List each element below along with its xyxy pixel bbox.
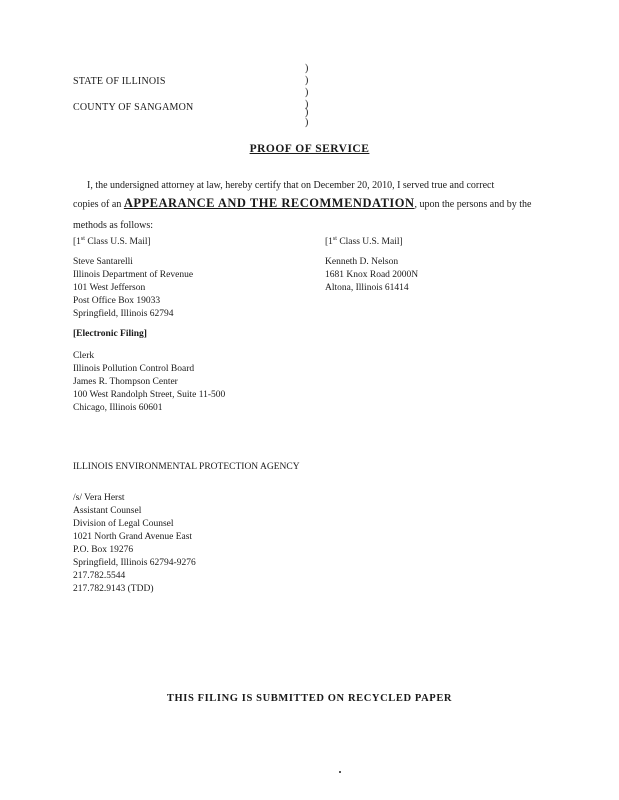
caption-paren: ) (305, 117, 309, 128)
served-document-title: APPEARANCE AND THE RECOMMENDATION (123, 196, 415, 210)
address-line: Clerk (73, 351, 95, 361)
body-line-2 (73, 197, 531, 211)
left-service-method: [1st Class U.S. Mail] (73, 235, 151, 247)
signature-line: 1021 North Grand Avenue East (73, 532, 193, 542)
caption-paren: ) (305, 63, 309, 74)
address-line: Illinois Pollution Control Board (73, 364, 195, 374)
address-line: Steve Santarelli (73, 257, 133, 267)
address-line: 101 West Jefferson (73, 283, 146, 293)
body-line-1: I, the undersigned attorney at law, hereby certify that on December 20, 2010, I served true and correct (87, 180, 495, 191)
body-line-2-pre: copies of an (73, 199, 122, 210)
address-line: 100 West Randolph Street, Suite 11-500 (73, 390, 226, 400)
electronic-service-address (73, 350, 225, 415)
signature-line: /s/ Vera Herst (73, 493, 125, 503)
signature-block (73, 492, 196, 596)
recycled-paper-notice: THIS FILING IS SUBMITTED ON RECYCLED PAPER (166, 693, 453, 704)
address-line: Chicago, Illinois 60601 (73, 403, 163, 413)
document-title: PROOF OF SERVICE (249, 143, 370, 155)
signature-agency: ILLINOIS ENVIRONMENTAL PROTECTION AGENCY (73, 462, 300, 472)
caption-paren: ) (305, 87, 309, 98)
address-line: James R. Thompson Center (73, 377, 178, 387)
body-line-2-post: , upon the persons and by the (414, 199, 532, 210)
body-line-3: methods as follows: (73, 220, 153, 231)
signature-line: 217.782.9143 (TDD) (73, 584, 154, 594)
signature-line: Assistant Counsel (73, 506, 142, 516)
address-line: Altona, Illinois 61414 (325, 283, 409, 293)
address-line: 1681 Knox Road 2000N (325, 270, 419, 280)
signature-line: Springfield, Illinois 62794-9276 (73, 558, 196, 568)
page-speck (339, 771, 341, 773)
caption-paren: ) (305, 107, 309, 118)
address-line: Post Office Box 19033 (73, 296, 161, 306)
electronic-service-method: [Electronic Filing] (73, 329, 147, 339)
signature-line: 217.782.5544 (73, 571, 126, 581)
address-line: Springfield, Illinois 62794 (73, 309, 174, 319)
caption-paren: ) (305, 99, 309, 110)
caption-county: COUNTY OF SANGAMON (73, 102, 194, 113)
signature-line: P.O. Box 19276 (73, 545, 134, 555)
address-line: Illinois Department of Revenue (73, 270, 194, 280)
caption-paren: ) (305, 75, 309, 86)
signature-line: Division of Legal Counsel (73, 519, 174, 529)
address-line: Kenneth D. Nelson (325, 257, 399, 267)
right-service-method: [1st Class U.S. Mail] (325, 235, 403, 247)
right-service-address (325, 256, 418, 295)
caption-state: STATE OF ILLINOIS (73, 76, 166, 87)
left-service-address (73, 256, 193, 321)
